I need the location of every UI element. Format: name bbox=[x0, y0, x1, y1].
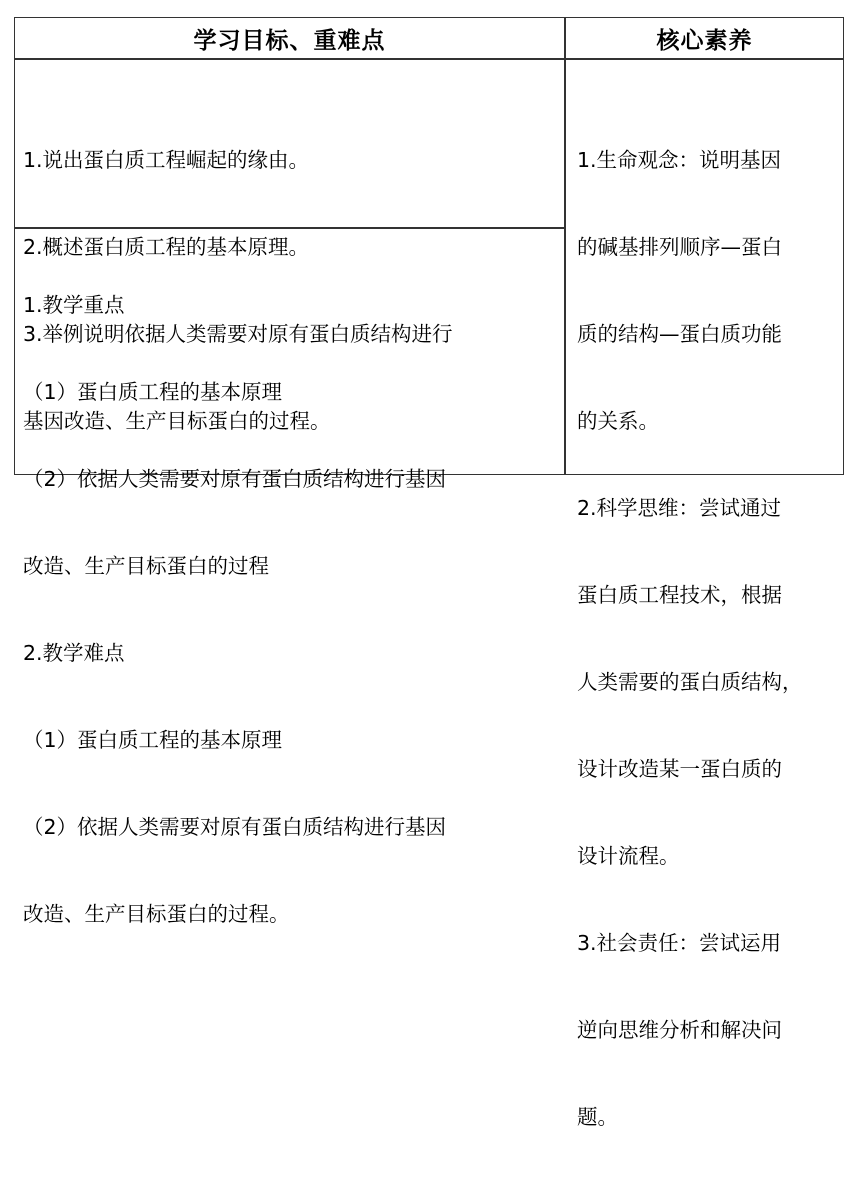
header-divider bbox=[15, 58, 843, 60]
objectives-table bbox=[14, 17, 844, 1129]
key-points-cell bbox=[23, 233, 446, 987]
literacy-line: 题。 bbox=[577, 1105, 618, 1129]
literacy-line: 3.社会责任：尝试运用 bbox=[577, 931, 782, 955]
key-point-line: （2）依据人类需要对原有蛋白质结构进行基因 bbox=[23, 815, 447, 839]
literacy-line: 的关系。 bbox=[577, 409, 659, 433]
literacy-line: 设计改造某一蛋白质的 bbox=[577, 757, 782, 781]
key-point-line: 1.教学重点 bbox=[23, 293, 125, 317]
key-point-line: （1）蛋白质工程的基本原理 bbox=[23, 728, 283, 752]
literacy-line: 质的结构—蛋白质功能 bbox=[577, 322, 782, 346]
key-point-line: （2）依据人类需要对原有蛋白质结构进行基因 bbox=[23, 467, 447, 491]
key-point-line: 改造、生产目标蛋白的过程。 bbox=[23, 902, 290, 926]
key-point-line: （1）蛋白质工程的基本原理 bbox=[23, 380, 283, 404]
literacy-line: 设计流程。 bbox=[577, 844, 680, 868]
literacy-line: 人类需要的蛋白质结构， bbox=[577, 670, 803, 694]
literacy-line: 1.生命观念：说明基因 bbox=[577, 148, 782, 172]
literacy-line: 蛋白质工程技术，根据 bbox=[577, 583, 782, 607]
literacy-line: 的碱基排列顺序—蛋白 bbox=[577, 235, 782, 259]
key-point-line: 2.教学难点 bbox=[23, 641, 125, 665]
literacy-line: 2.科学思维：尝试通过 bbox=[577, 496, 782, 520]
objective-line: 基因改造、生产目标蛋白的过程。 bbox=[23, 409, 331, 433]
column-divider bbox=[564, 18, 566, 474]
header-objectives: 学习目标、重难点 bbox=[193, 27, 386, 54]
literacy-line: 逆向思维分析和解决问 bbox=[577, 1018, 782, 1042]
objective-line: 1.说出蛋白质工程崛起的缘由。 bbox=[23, 148, 310, 172]
key-point-line: 改造、生产目标蛋白的过程 bbox=[23, 554, 269, 578]
core-literacy-cell bbox=[577, 88, 803, 1190]
objective-line: 3.举例说明依据人类需要对原有蛋白质结构进行 bbox=[23, 322, 453, 346]
header-core-literacy: 核心素养 bbox=[656, 27, 753, 54]
objective-line: 2.概述蛋白质工程的基本原理。 bbox=[23, 235, 310, 259]
